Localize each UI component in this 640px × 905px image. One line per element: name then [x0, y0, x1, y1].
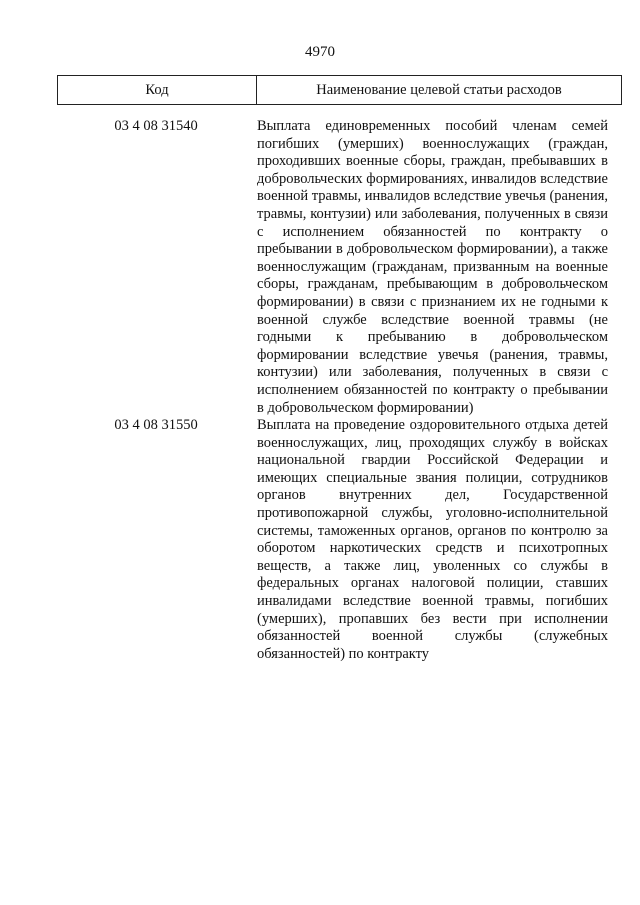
row-description: Выплата на проведение оздоровительного отдыха детей военнослужащих, лиц, проходящих службу в войсках национальной гвардии Российской Федерации и имеющих специальные звания полиции, сотрудников органов внутренних дел, Государственной противопожарной службы, уголовно-исполнительной системы, таможенных органов, органов по контролю за оборотом наркотических средств и психотропных веществ, а также лиц, уволенных со службы в федеральных органах налоговой полиции, ставших инвалидами вследствие военной травмы, погибших (умерших), пропавших без вести при исполнении обязанностей военной службы (служебных обязанностей) по контракту [257, 417, 608, 662]
page-number: 4970 [305, 44, 335, 60]
row-code: 03 4 08 31550 [114, 417, 198, 434]
table-row [57, 417, 622, 663]
header-name: Наименование целевой статьи расходов [316, 81, 562, 98]
row-code: 03 4 08 31540 [114, 118, 198, 134]
row-description: Выплата единовременных пособий членам семей погибших (умерших) военнослужащих (граждан, проходивших военные сборы, граждан, пребывавших в добровольческих формированиях, инвалидов вследствие военной травмы, инвалидов вследствие увечья (ранения, травмы, контузии) или заболевания, полученных в связи с исполнением обязанностей по контракту о пребывании в добровольческом формировании), а также военнослужащим (гражданам, призванным на военные сборы, гражданам, пребывающим в добровольческом формировании) в связи с признанием их не годными к военной службе вследствие военной травмы (не годными к пребыванию в добровольческом формировании вследствие увечья (ранения, травмы, контузии) или заболевания, полученных в связи с исполнением обязанностей по контракту о пребывании в добровольческом формировании) [257, 118, 608, 416]
table-row [57, 118, 622, 417]
header-code: Код [58, 76, 257, 104]
table-header [57, 75, 622, 105]
table-body [57, 118, 622, 663]
